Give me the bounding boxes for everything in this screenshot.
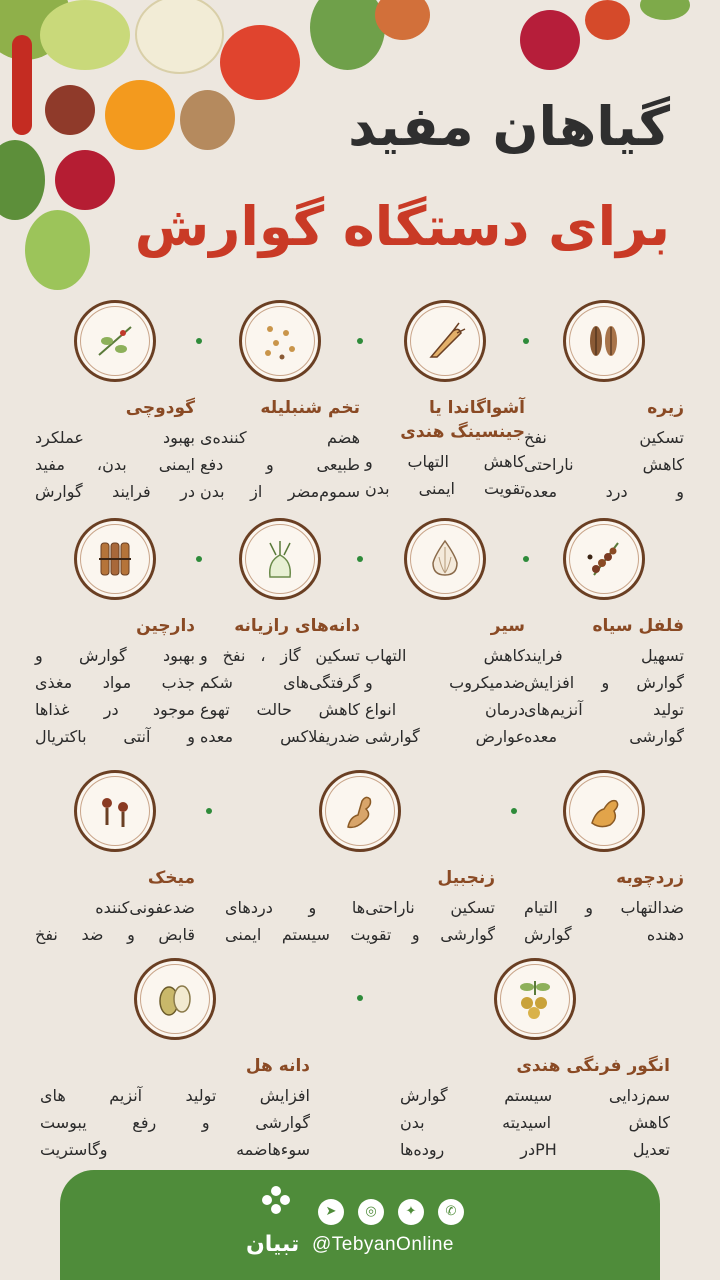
vegetable-decoration bbox=[585, 0, 630, 40]
separator-dot bbox=[357, 338, 363, 344]
herb-name: دانه هل bbox=[245, 1056, 310, 1076]
herb-card-fennel bbox=[200, 518, 360, 750]
herb-description: سم‌زدایی سیستم گوارش کاهش اسیدیته بدن تعدیل PHدر روده‌ها bbox=[400, 1086, 670, 1159]
herb-name: انگور فرنگی هندی bbox=[516, 1056, 670, 1076]
instagram-icon[interactable]: ◎ bbox=[358, 1199, 384, 1225]
herb-description: ضدالتهاب و التیام دهنده گوارش bbox=[524, 898, 684, 944]
herb-name: سیر bbox=[490, 616, 525, 636]
fennel-icon bbox=[239, 518, 321, 600]
fenugreek-seeds-icon bbox=[239, 300, 321, 382]
ashwagandha-root-icon bbox=[404, 300, 486, 382]
herb-card-giloy bbox=[35, 300, 195, 505]
separator-dot bbox=[196, 556, 202, 562]
herb-description: هضم کننده‌ی طبیعی و دفع سموم‌مضر از بدن bbox=[200, 428, 360, 501]
separator-dot bbox=[357, 556, 363, 562]
cinnamon-icon bbox=[74, 518, 156, 600]
vegetable-decoration bbox=[640, 0, 690, 20]
herb-name: دانه‌های رازیانه bbox=[234, 616, 360, 636]
herb-description: تسهیل فرایند گوارش و افزایش تولید آنزیم‌های گوارشی معده bbox=[524, 646, 684, 746]
herb-name: فلفل سیاه bbox=[592, 616, 684, 636]
herb-description: تسکین گاز ، نفخ و گرفتگی‌های شکم کاهش حالت تهوع ضدریفلاکس معده bbox=[200, 646, 360, 746]
page-subtitle: برای دستگاه گوارش bbox=[134, 195, 670, 258]
herb-description: ضدعفونی‌کننده قابض و ضد نفخ bbox=[35, 898, 195, 944]
herb-name: زنجبیل bbox=[437, 868, 495, 888]
separator-dot bbox=[523, 556, 529, 562]
herb-card-garlic bbox=[365, 518, 525, 750]
herb-name: آشواگاندا یا جینسینگ هندی bbox=[400, 398, 525, 442]
herb-card-cardamom bbox=[40, 958, 310, 1163]
vegetable-decoration bbox=[520, 10, 580, 70]
herb-description: بهبود عملکرد ایمنی بدن، مفید در فرایند گوارش bbox=[35, 428, 195, 501]
tebyan-logo-text: تبیان bbox=[246, 1232, 300, 1257]
indian-gooseberry-icon bbox=[494, 958, 576, 1040]
herb-card-clove bbox=[35, 770, 195, 948]
social-handle[interactable]: @TebyanOnline bbox=[312, 1234, 454, 1255]
herb-description: کاهش التهاب و تقویت ایمنی بدن bbox=[365, 452, 525, 498]
vegetable-decoration bbox=[135, 0, 224, 74]
black-pepper-icon bbox=[563, 518, 645, 600]
herb-description: تسکین نفخ کاهش ناراحتی و درد معده bbox=[524, 428, 684, 501]
separator-dot bbox=[206, 808, 212, 814]
telegram-icon[interactable]: ➤ bbox=[318, 1199, 344, 1225]
separator-dot bbox=[357, 995, 363, 1001]
herb-description: افزایش تولید آنزیم های گوارشی و رفع یبوست سوءهاضمه وگاستریت bbox=[40, 1086, 310, 1159]
tebyan-logo-icon bbox=[262, 1186, 290, 1214]
goji-berry-icon bbox=[74, 300, 156, 382]
separator-dot bbox=[523, 338, 529, 344]
herb-name: زردچوبه bbox=[616, 868, 684, 888]
herb-card-black-pepper bbox=[524, 518, 684, 750]
cumin-icon bbox=[563, 300, 645, 382]
separator-dot bbox=[196, 338, 202, 344]
clove-icon bbox=[74, 770, 156, 852]
cardamom-icon bbox=[134, 958, 216, 1040]
herb-name: گودوچی bbox=[125, 398, 195, 418]
herb-card-cinnamon bbox=[35, 518, 195, 750]
whatsapp-icon[interactable]: ✆ bbox=[438, 1199, 464, 1225]
page-title: گیاهان مفید bbox=[348, 95, 670, 158]
turmeric-icon bbox=[563, 770, 645, 852]
herb-description: تسکین ناراحتی‌ها و دردهای گوارشی و تقویت سیستم ایمنی bbox=[225, 898, 495, 944]
vegetable-decoration bbox=[12, 35, 32, 135]
garlic-icon bbox=[404, 518, 486, 600]
vegetable-decoration bbox=[220, 25, 300, 100]
herb-card-fenugreek bbox=[200, 300, 360, 505]
herb-name: زیره bbox=[647, 398, 684, 418]
vegetable-decoration bbox=[310, 0, 385, 70]
twitter-icon[interactable]: ✦ bbox=[398, 1199, 424, 1225]
herb-description: کاهش التهاب ضدمیکروب و درمان انواع عوارض گوارشی bbox=[365, 646, 525, 746]
herb-card-turmeric bbox=[524, 770, 684, 948]
vegetable-decoration bbox=[40, 0, 130, 70]
vegetable-decoration bbox=[0, 140, 45, 220]
herb-card-indian-gooseberry bbox=[400, 958, 670, 1163]
herb-name: تخم شنبلیله bbox=[260, 398, 360, 418]
separator-dot bbox=[511, 808, 517, 814]
herb-name: میخک bbox=[147, 868, 195, 888]
herb-card-cumin bbox=[524, 300, 684, 505]
herb-card-ashwagandha bbox=[365, 300, 525, 502]
herb-name: دارچین bbox=[136, 616, 195, 636]
footer-bar bbox=[60, 1170, 660, 1280]
herb-card-ginger bbox=[225, 770, 495, 948]
herb-description: بهبود گوارش و جذب مواد مغذی موجود در غذاها و آنتی باکتریال bbox=[35, 646, 195, 746]
ginger-icon bbox=[319, 770, 401, 852]
